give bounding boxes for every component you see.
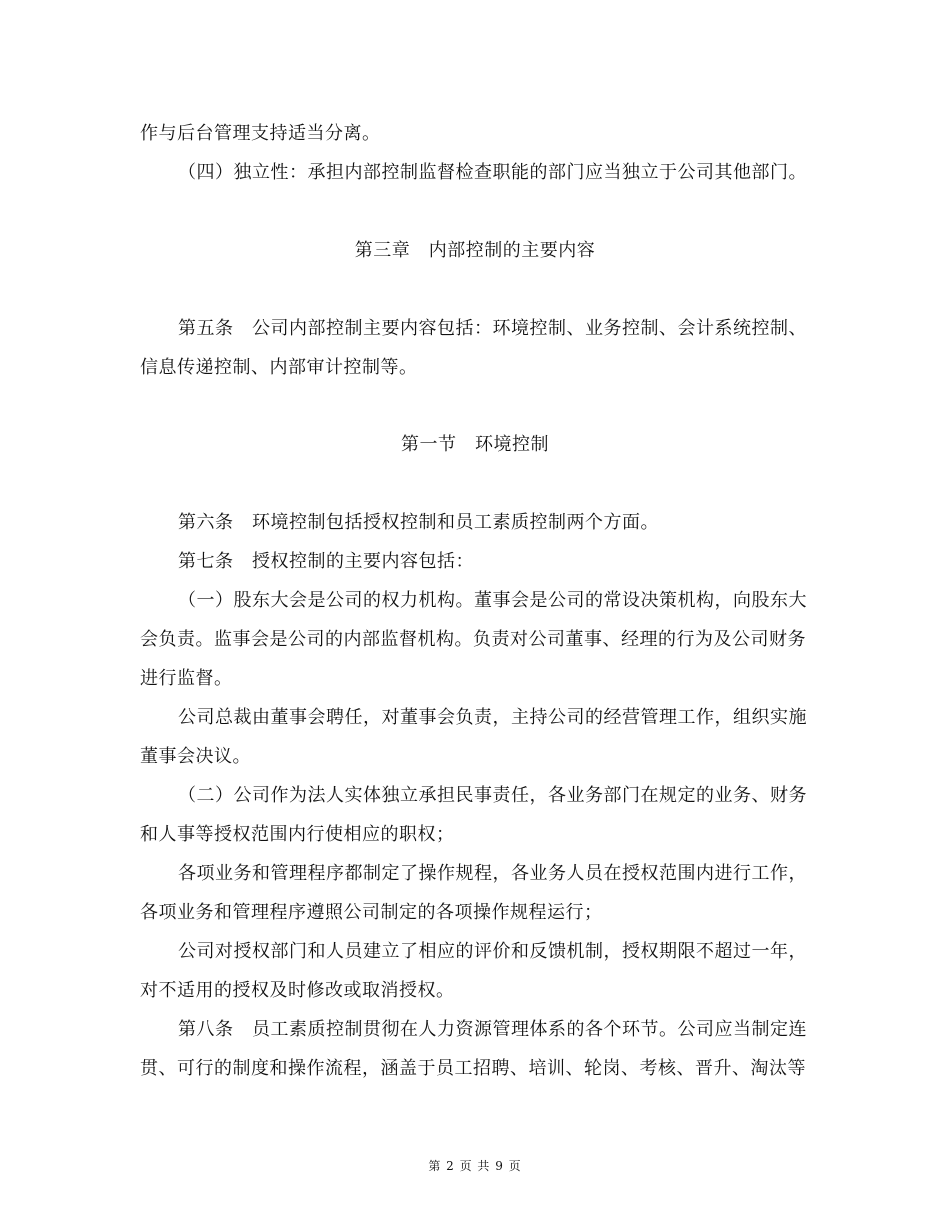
paragraph-line: 董事会决议。 [140,746,251,767]
paragraph-line: 公司对授权部门和人员建立了相应的评价和反馈机制，授权期限不超过一年， [178,941,807,962]
page-number: 第 2 页 共 9 页 [428,1159,522,1173]
paragraph-line: 第五条 公司内部控制主要内容包括：环境控制、业务控制、会计系统控制、 [178,318,807,339]
paragraph-line: （二）公司作为法人实体独立承担民事责任，各业务部门在规定的业务、财务 [178,785,807,806]
paragraph-line: 进行监督。 [140,668,233,689]
section-title: 第一节 环境控制 [401,434,549,455]
paragraph-line: 第七条 授权控制的主要内容包括： [178,551,474,572]
paragraph-line: 第六条 环境控制包括授权控制和员工素质控制两个方面。 [178,512,659,533]
paragraph-line: 贯、可行的制度和操作流程，涵盖于员工招聘、培训、轮岗、考核、晋升、淘汰等 [140,1058,806,1079]
paragraph-line: 和人事等授权范围内行使相应的职权； [140,824,455,845]
paragraph-line: 第八条 员工素质控制贯彻在人力资源管理体系的各个环节。公司应当制定连 [178,1019,807,1040]
paragraph-line: 作与后台管理支持适当分离。 [140,123,381,144]
paragraph-line: （四）独立性：承担内部控制监督检查职能的部门应当独立于公司其他部门。 [178,162,807,183]
paragraph-line: （一）股东大会是公司的权力机构。董事会是公司的常设决策机构，向股东大 [178,590,807,611]
paragraph-line: 各项业务和管理程序都制定了操作规程，各业务人员在授权范围内进行工作， [178,863,807,884]
paragraph-line: 信息传递控制、内部审计控制等。 [140,357,418,378]
chapter-title: 第三章 内部控制的主要内容 [354,240,596,261]
paragraph-line: 会负责。监事会是公司的内部监督机构。负责对公司董事、经理的行为及公司财务 [140,629,806,650]
paragraph-line: 对不适用的授权及时修改或取消授权。 [140,980,455,1001]
paragraph-line: 公司总裁由董事会聘任，对董事会负责，主持公司的经营管理工作，组织实施 [178,707,807,728]
paragraph-line: 各项业务和管理程序遵照公司制定的各项操作规程运行； [140,902,603,923]
